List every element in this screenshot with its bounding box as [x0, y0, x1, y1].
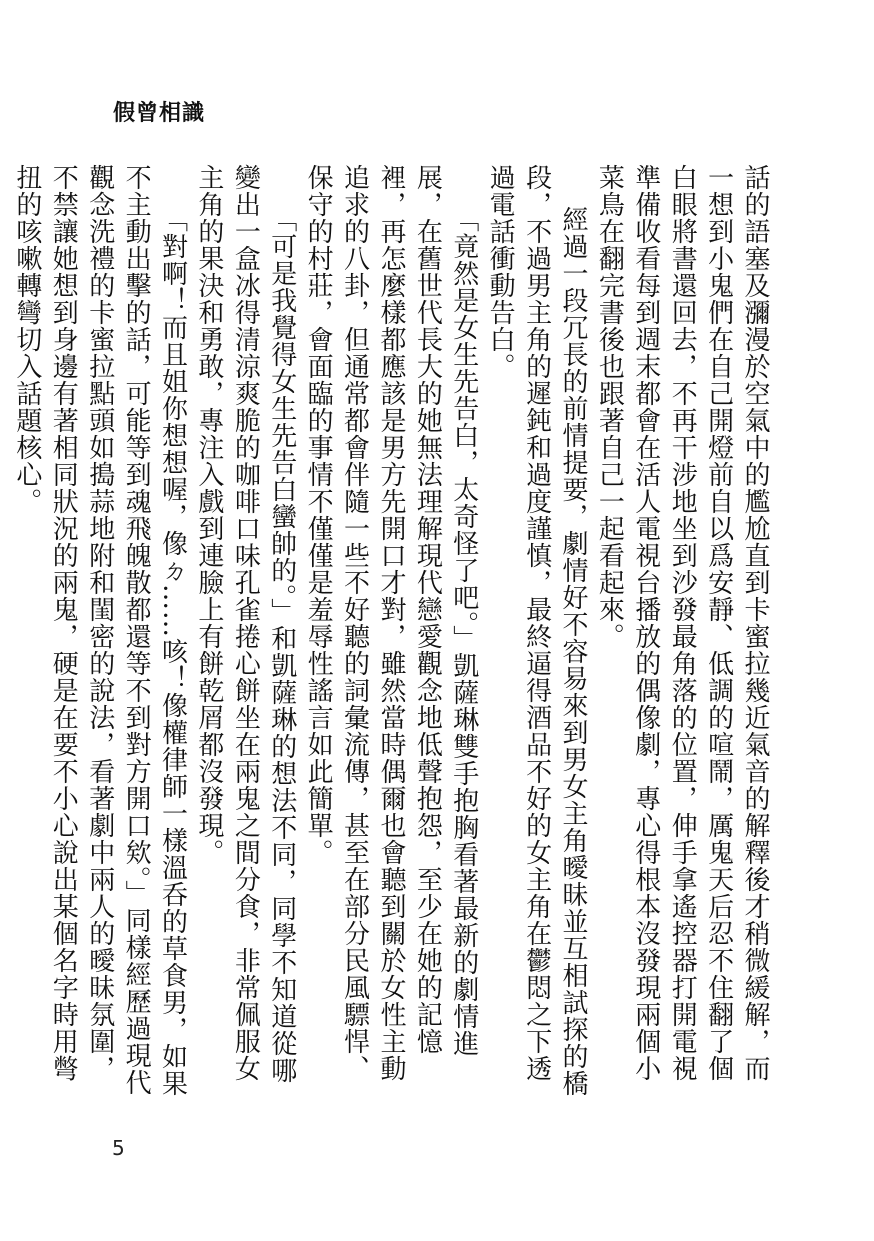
running-title: 假曾相識: [113, 100, 206, 126]
paragraph-5: 「對啊！而且姐你想想喔，像ㄉ……咳！像權律師一樣溫呑的草食男，如果不主動出擊的話，可能等到魂飛魄散都還等不到對方開口欸。」同樣經歷過現代觀念洗禮的卡蜜拉點頭如搗蒜地附和閨密的說法，看著劇中兩人的曖昧氛圍，不禁讓她想到身邊有著相同狀況的兩鬼，硬是在要不小心說出某個名字時用彆扭的咳嗽轉彎切入話題核心。: [11, 164, 188, 1097]
paragraph-1: 話的語塞及瀰漫於空氣中的尷尬直到卡蜜拉幾近氣音的解釋後才稍微緩解，而一想到小鬼們在自己開燈前自以爲安靜、低調的喧鬧，厲鬼天后忍不住翻了個白眼將書還回去，不再干涉地坐到沙發最角落的位置，伸手拿遙控器打開電視準備收看每到週末都會在活人電視台播放的偶像劇，專心得根本沒發現兩個小菜鳥在翻完書後也跟著自己一起看起來。: [594, 164, 770, 1082]
vertical-text-body: [11, 164, 773, 1104]
paragraph-2: 經過一段冗長的前情提要，劇情好不容易來到男女主角曖昧並互相試探的橋段，不過男主角的遲鈍和過度謹慎，最終逼得酒品不好的女主角在鬱悶之下透過電話衝動告白。: [485, 164, 588, 1097]
paragraph-3: 「竟然是女生先告白，太奇怪了吧。」凱薩琳雙手抱胸看著最新的劇情進展，在舊世代長大的她無法理解現代戀愛觀念地低聲抱怨，至少在她的記憶裡，再怎麼樣都應該是男方先開口才對，雖然當時偶爾也會聽到關於女性主動追求的八卦，但通常都會伴隨一些不好聽的詞彙流傳，甚至在部分民風驃悍、保守的村莊，會面臨的事情不僅僅是羞辱性謠言如此簡單。: [303, 164, 479, 1082]
paragraph-4: 「可是我覺得女生先告白蠻帥的。」和凱薩琳的想法不同，同學不知道從哪變出一盒冰得清涼爽脆的咖啡口味孔雀捲心餅坐在兩鬼之間分食，非常佩服女主角的果決和勇敢，專注入戲到連臉上有餅乾屑都沒發現。: [193, 164, 297, 1084]
page-number: 5: [112, 1136, 125, 1160]
